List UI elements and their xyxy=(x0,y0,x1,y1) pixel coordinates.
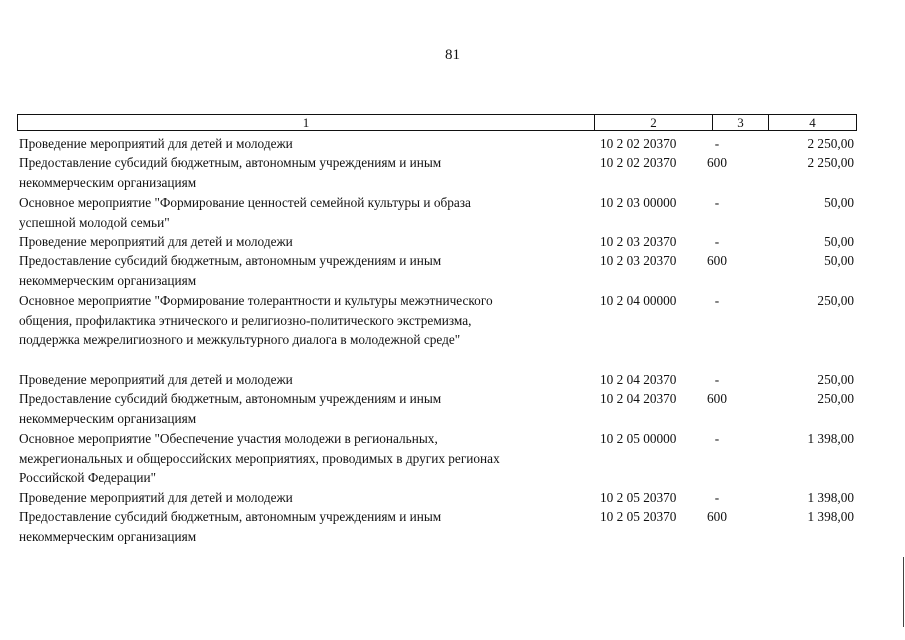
row-name: Проведение мероприятий для детей и молодежи xyxy=(19,234,293,249)
row-code: 10 2 02 20370 xyxy=(600,155,677,170)
margin-rule xyxy=(903,557,904,627)
column-header-3: 3 xyxy=(713,115,769,130)
row-amount: 50,00 xyxy=(824,253,854,268)
row-name: Предоставление субсидий бюджетным, автономным учреждениям и иным некоммерческим организациям xyxy=(19,391,442,426)
row-code: 10 2 04 20370 xyxy=(600,372,677,387)
row-amount: 1 398,00 xyxy=(807,431,854,446)
row-name: Предоставление субсидий бюджетным, автономным учреждениям и иным некоммерческим организациям xyxy=(19,253,442,288)
row-name: Проведение мероприятий для детей и молодежи xyxy=(19,136,293,151)
row-amount: 250,00 xyxy=(817,391,854,406)
row-code: 10 2 04 20370 xyxy=(600,391,677,406)
table-header-row xyxy=(17,114,857,131)
row-code: 10 2 03 20370 xyxy=(600,234,677,249)
budget-table xyxy=(17,114,857,544)
row-type: 600 xyxy=(707,253,727,268)
row-amount: 250,00 xyxy=(817,372,854,387)
row-amount: 250,00 xyxy=(817,293,854,308)
row-code: 10 2 03 00000 xyxy=(600,195,677,210)
row-code: 10 2 03 20370 xyxy=(600,253,677,268)
row-amount: 50,00 xyxy=(824,195,854,210)
row-name: Проведение мероприятий для детей и молодежи xyxy=(19,372,293,387)
row-amount: 1 398,00 xyxy=(807,509,854,524)
row-code: 10 2 05 00000 xyxy=(600,431,677,446)
row-amount: 2 250,00 xyxy=(807,155,854,170)
page-number: 81 xyxy=(445,47,460,63)
row-name: Проведение мероприятий для детей и молодежи xyxy=(19,490,293,505)
row-code: 10 2 02 20370 xyxy=(600,136,677,151)
row-type: 600 xyxy=(707,155,727,170)
column-header-4: 4 xyxy=(809,115,816,130)
row-type: - xyxy=(714,234,720,249)
row-type: - xyxy=(714,136,720,151)
row-name: Основное мероприятие "Формирование ценностей семейной культуры и образа успешной молодой семьи" xyxy=(19,195,471,230)
row-type: - xyxy=(714,195,720,210)
row-type: 600 xyxy=(707,509,727,524)
row-name: Основное мероприятие "Обеспечение участия молодежи в региональных, межрегиональных и общероссийских мероприятиях, проводимых в других регионах Российской Федерации" xyxy=(19,431,500,485)
row-code: 10 2 04 00000 xyxy=(600,293,677,308)
row-name: Предоставление субсидий бюджетным, автономным учреждениям и иным некоммерческим организациям xyxy=(19,155,442,190)
row-type: - xyxy=(714,490,720,505)
row-amount: 1 398,00 xyxy=(807,490,854,505)
row-code: 10 2 05 20370 xyxy=(600,509,677,524)
row-type: - xyxy=(714,431,720,446)
row-name: Предоставление субсидий бюджетным, автономным учреждениям и иным некоммерческим организациям xyxy=(19,509,442,544)
column-header-2: 2 xyxy=(595,115,713,130)
row-type: - xyxy=(714,372,720,387)
row-name: Основное мероприятие "Формирование толерантности и культуры межэтнического общения, профилактика этнического и религиозно-политического экстремизма, поддержка межрелигиозного и межкультурного диалога в молодежной среде" xyxy=(19,293,493,347)
row-code: 10 2 05 20370 xyxy=(600,490,677,505)
row-amount: 2 250,00 xyxy=(807,136,854,151)
row-amount: 50,00 xyxy=(824,234,854,249)
row-type: 600 xyxy=(707,391,727,406)
row-type: - xyxy=(714,293,720,308)
column-header-1: 1 xyxy=(18,115,595,130)
